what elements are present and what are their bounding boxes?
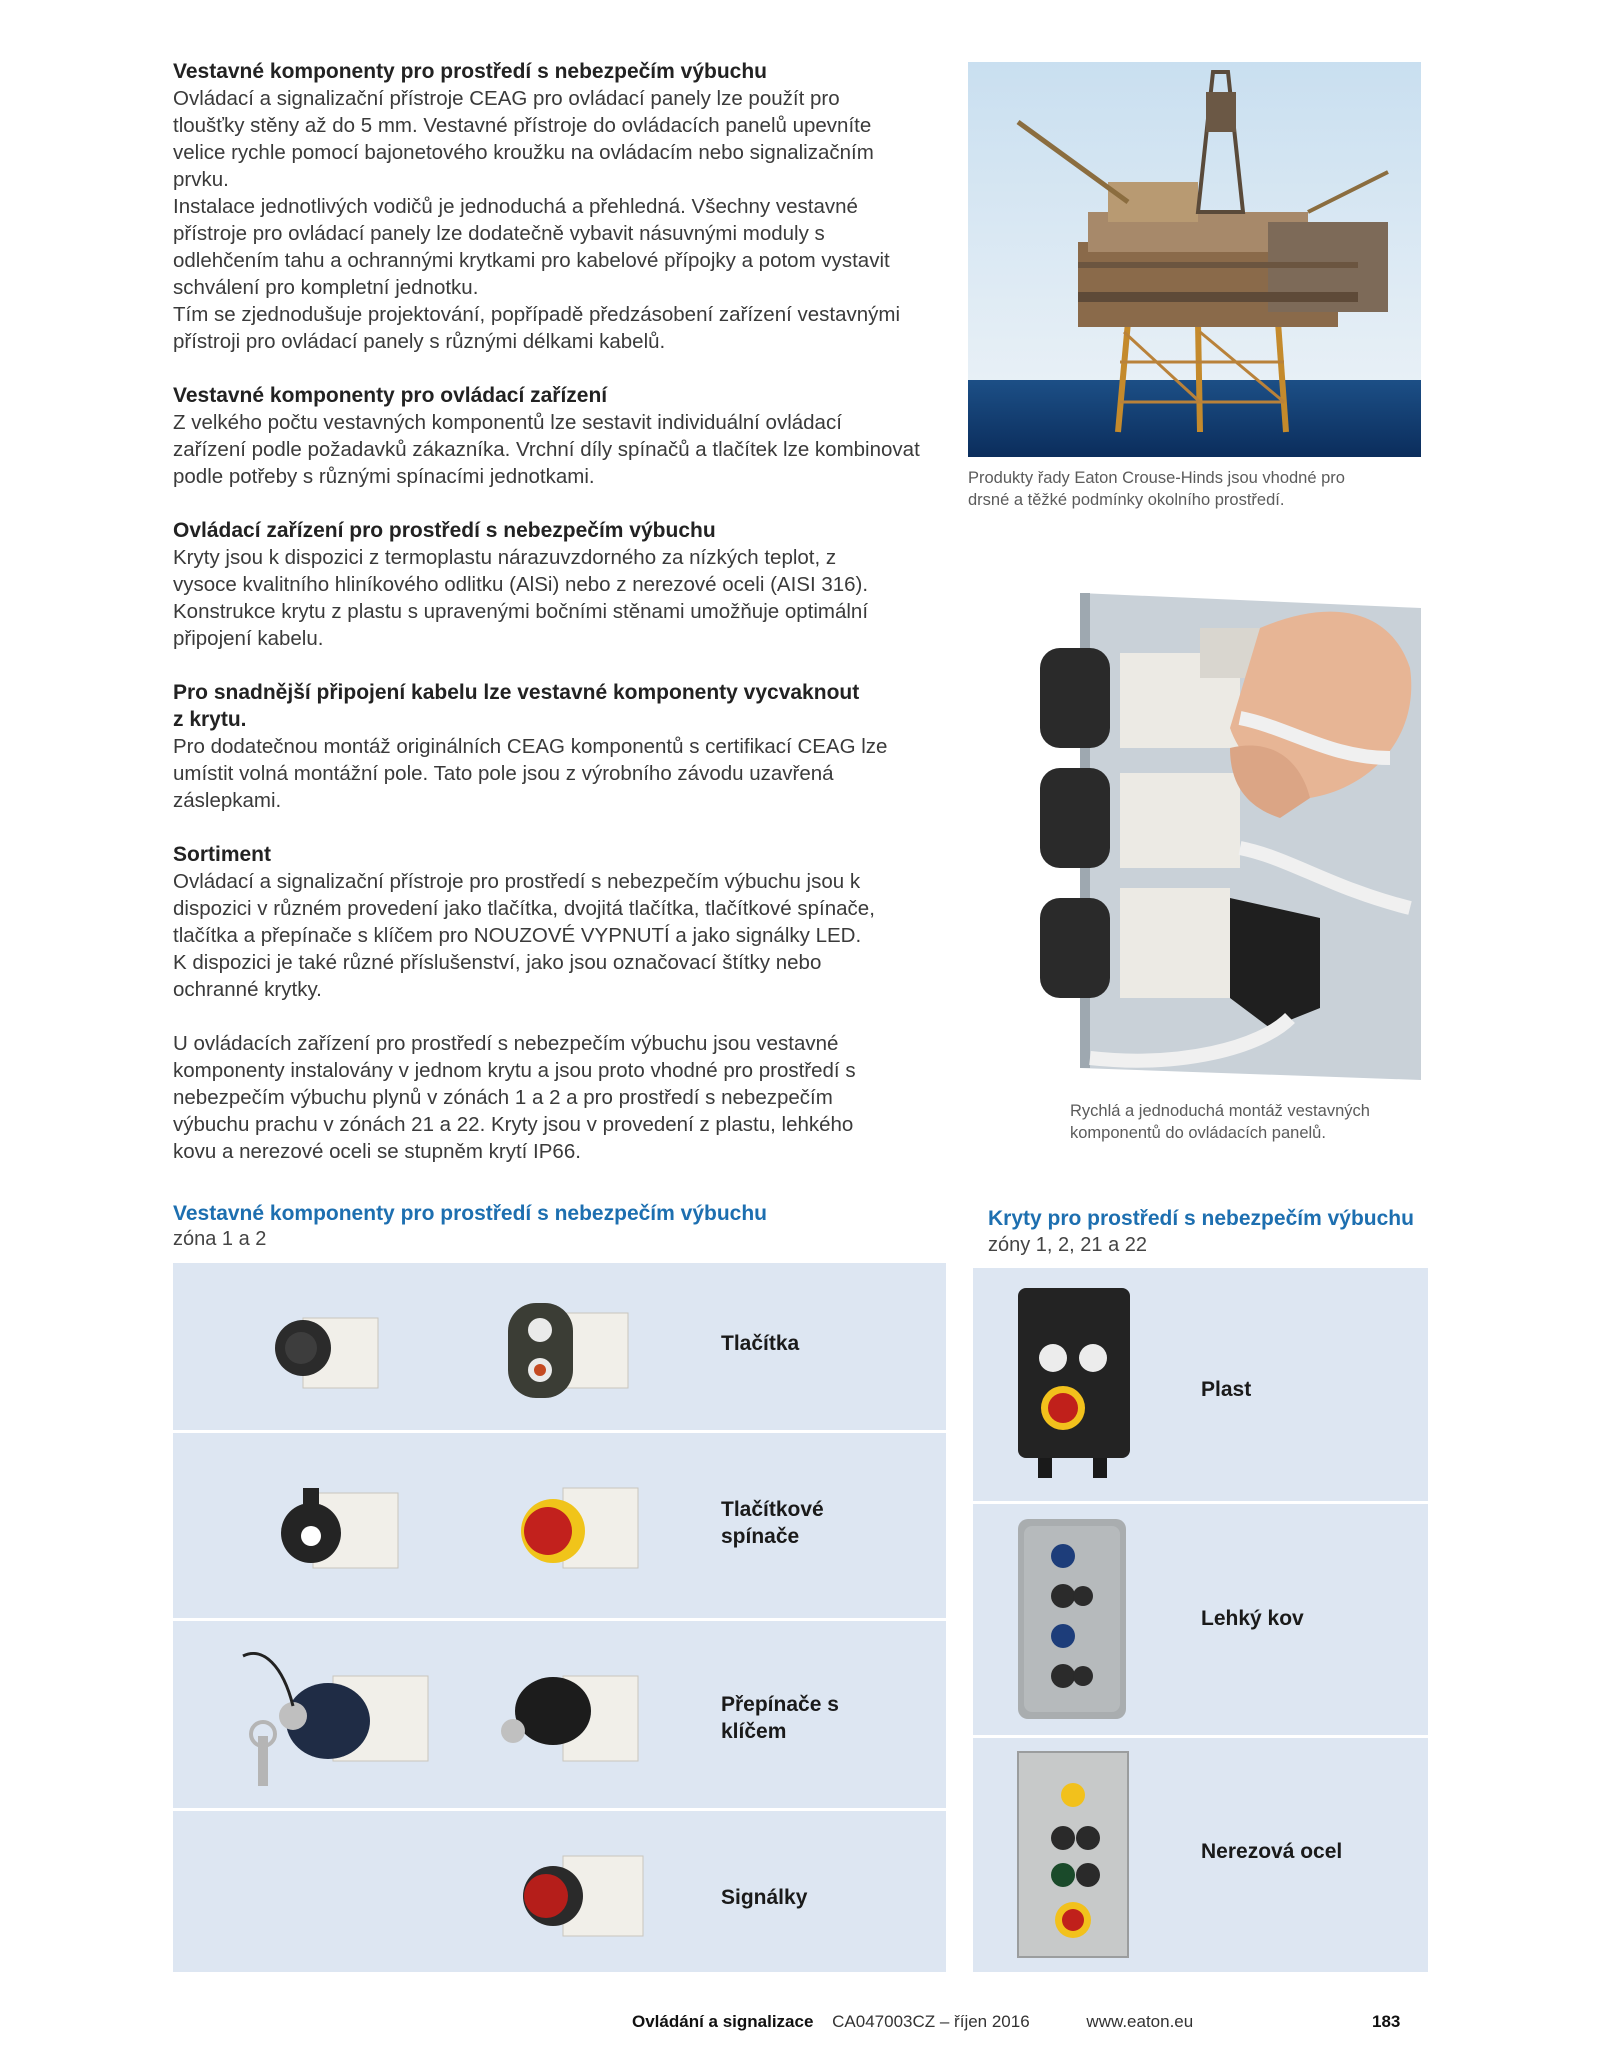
section-body: Kryty jsou k dispozici z termoplastu nárazuvzdorného za nízkých teplot, z vysoce kvalitního hliníkového odlitku (AlSi) nebo z nerezové oceli (AISI 316). Konstrukce krytu z plastu s upravenými bočními stěnami umožňuje optimální připojení kabelu. bbox=[173, 546, 869, 650]
components-title: Vestavné komponenty pro prostředí s nebezpečím výbuchu bbox=[173, 1202, 767, 1225]
page-footer bbox=[632, 2012, 1412, 2032]
row-label: Plast bbox=[1201, 1378, 1252, 1401]
enclosures-subtitle: zóny 1, 2, 21 a 22 bbox=[988, 1234, 1148, 1256]
platform-caption: Produkty řady Eaton Crouse-Hinds jsou vhodné pro drsné a těžké podmínky okolního prostředí. bbox=[968, 469, 1345, 509]
section-body: Z velkého počtu vestavných komponentů lze sestavit individuální ovládací zařízení podle požadavků zákazníka. Vrchní díly spínačů a tlačítek lze kombinovat podle potřeby s různými spínacími jednotkami. bbox=[173, 411, 920, 488]
section-body: Pro dodatečnou montáž originálních CEAG komponentů s certifikací CEAG lze umístit volná montážní pole. Tato pole jsou z výrobního závodu uzavřená záslepkami. bbox=[173, 735, 888, 812]
enclosures-panel bbox=[973, 1268, 1428, 1972]
text-section bbox=[173, 1030, 953, 1165]
component-row-key-switches bbox=[173, 1621, 946, 1808]
key-selector-image bbox=[453, 1656, 643, 1776]
indicator-light-image bbox=[498, 1841, 648, 1946]
text-section bbox=[173, 58, 953, 355]
text-section bbox=[173, 382, 953, 490]
pushbutton-image bbox=[273, 1303, 383, 1393]
enclosures-title: Kryty pro prostředí s nebezpečím výbuchu bbox=[988, 1207, 1414, 1230]
offshore-platform-photo bbox=[968, 62, 1421, 457]
section-heading: Pro snadnější připojení kabelu lze vestavné komponenty vycvaknout z krytu. bbox=[173, 681, 860, 731]
row-label: Tlačítkové spínače bbox=[721, 1498, 824, 1548]
text-section bbox=[173, 841, 953, 1003]
mounting-caption: Rychlá a jednoduchá montáž vestavných komponentů do ovládacích panelů. bbox=[1070, 1102, 1370, 1142]
footer-url[interactable]: www.eaton.eu bbox=[1086, 2012, 1194, 2031]
row-label: Tlačítka bbox=[721, 1332, 800, 1355]
section-body: Ovládací a signalizační přístroje CEAG pro ovládací panely lze použít pro tloušťky stěny až do 5 mm. Vestavné přístroje do ovládacích panelů upevníte velice rychle pomocí bajonetového kroužku na ovládacím nebo signalizačním prvku. Instalace jednotlivých vodičů je jednoduchá a přehledná. Všechny vestavné přístroje pro ovládací panely lze dodatečně vybavit násuvnými moduly s odlehčením tahu a ochrannými krytkami pro kabelové přípojky a potom vystavit schválení pro kompletní jednotku. Tím se zjednodušuje projektování, popřípadě předzásobení zařízení vestavnými přístroji pro ovládací panely s různými délkami kabelů. bbox=[173, 87, 901, 353]
row-label: Signálky bbox=[721, 1886, 808, 1909]
section-heading: Ovládací zařízení pro prostředí s nebezpečím výbuchu bbox=[173, 519, 716, 542]
footer-section: Ovládání a signalizace bbox=[632, 2012, 814, 2031]
panel-mounting-photo bbox=[1030, 588, 1421, 1080]
component-row-selector-switches bbox=[173, 1433, 946, 1618]
row-label: Přepínače s klíčem bbox=[721, 1693, 839, 1743]
section-heading: Vestavné komponenty pro prostředí s nebezpečím výbuchu bbox=[173, 60, 767, 83]
light-metal-enclosure-image bbox=[1008, 1514, 1138, 1724]
enclosure-row-plastic bbox=[973, 1268, 1428, 1501]
page-number: 183 bbox=[1372, 2012, 1401, 2031]
enclosure-row-light-metal bbox=[973, 1504, 1428, 1735]
enclosure-row-stainless bbox=[973, 1738, 1428, 1972]
component-row-pushbuttons bbox=[173, 1263, 946, 1430]
plastic-enclosure-image bbox=[1008, 1283, 1138, 1483]
row-label: Lehký kov bbox=[1201, 1607, 1304, 1630]
footer-doc: CA047003CZ – říjen 2016 bbox=[832, 2012, 1030, 2031]
component-row-indicators bbox=[173, 1811, 946, 1972]
components-subtitle: zóna 1 a 2 bbox=[173, 1228, 267, 1250]
text-section bbox=[173, 679, 953, 814]
text-section bbox=[173, 517, 953, 652]
selector-switch-image bbox=[273, 1478, 403, 1578]
double-pushbutton-image bbox=[503, 1298, 633, 1403]
section-body: U ovládacích zařízení pro prostředí s nebezpečím výbuchu jsou vestavné komponenty instalovány v jednom krytu a jsou proto vhodné pro prostředí s nebezpečím výbuchu plynů v zónách 1 a 2 a pro prostředí s nebezpečím výbuchu prachu v zónách 21 a 22. Kryty jsou v provedení z plastu, lehkého kovu a nerezové oceli se stupněm krytí IP66. bbox=[173, 1032, 856, 1163]
stainless-enclosure-image bbox=[1008, 1750, 1138, 1962]
components-panel bbox=[173, 1263, 946, 1972]
main-text-column bbox=[173, 58, 953, 1192]
section-body: Ovládací a signalizační přístroje pro prostředí s nebezpečím výbuchu jsou k dispozici v různém provedení jako tlačítka, dvojitá tlačítka, tlačítkové spínače, tlačítka a přepínače s klíčem pro NOUZOVÉ VYPNUTÍ a jako signálky LED. K dispozici je také různé příslušenství, jako jsou označovací štítky nebo ochranné krytky. bbox=[173, 870, 875, 1001]
emergency-stop-image bbox=[503, 1473, 643, 1583]
row-label: Nerezová ocel bbox=[1201, 1840, 1343, 1863]
section-heading: Vestavné komponenty pro ovládací zařízení bbox=[173, 384, 608, 407]
section-heading: Sortiment bbox=[173, 843, 272, 866]
key-switch-image bbox=[223, 1646, 433, 1796]
